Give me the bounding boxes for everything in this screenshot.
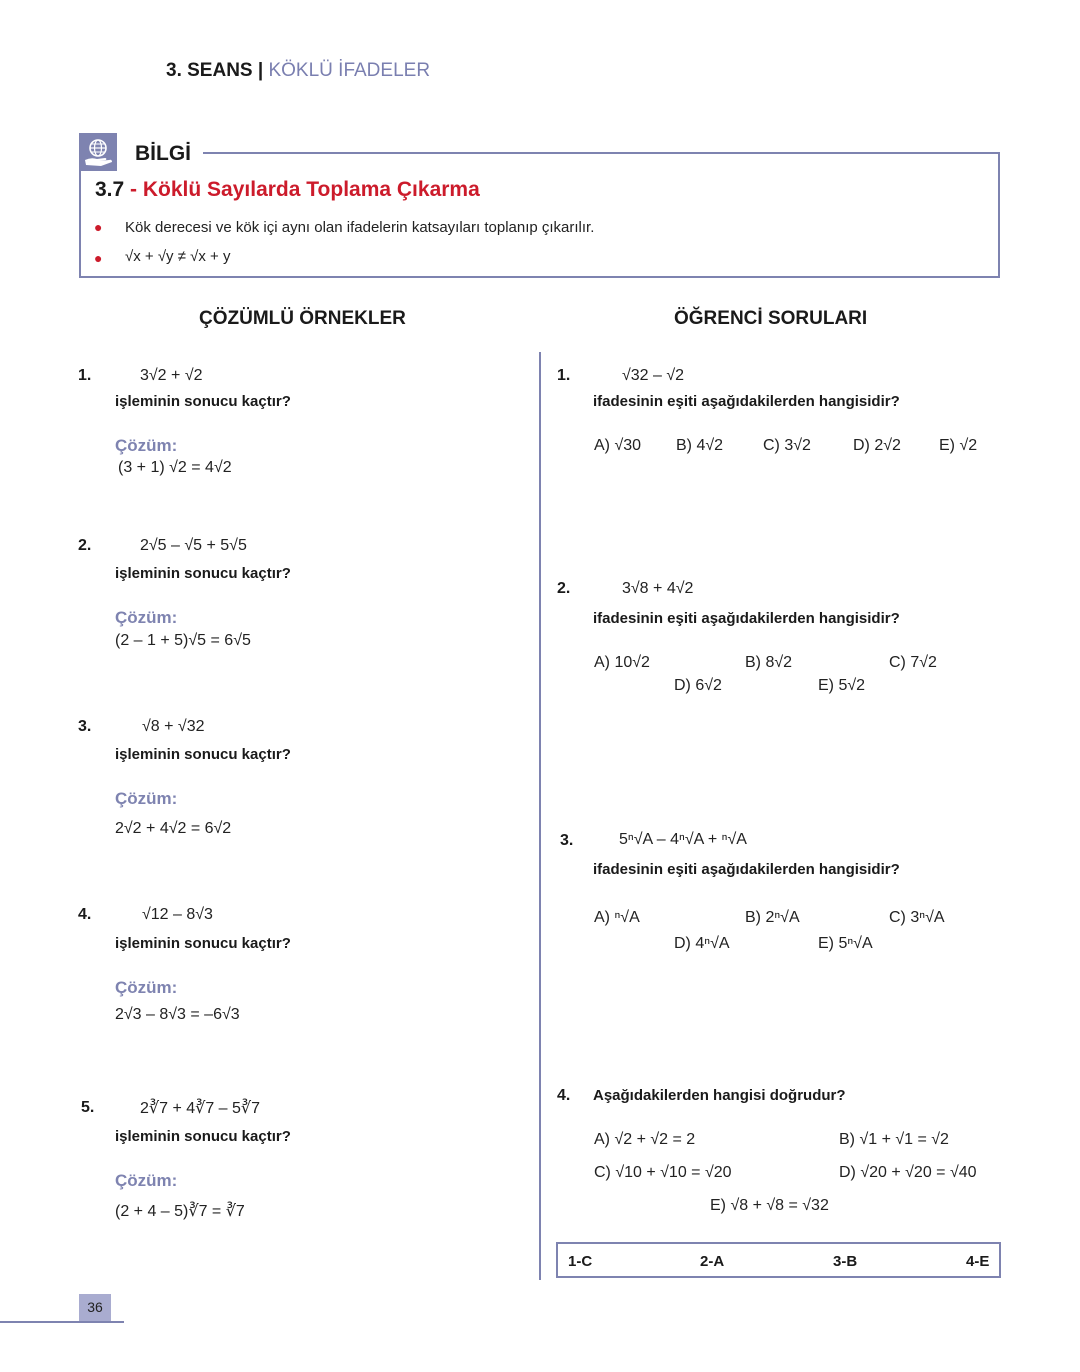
example-prompt: işleminin sonucu kaçtır? <box>115 746 291 763</box>
example-number: 4. <box>78 906 92 923</box>
question-prompt: ifadesinin eşiti aşağıdakilerden hangisidir? <box>593 861 900 878</box>
example-prompt: işleminin sonucu kaçtır? <box>115 393 291 410</box>
example-expression: √8 + √32 <box>142 718 205 735</box>
option-c[interactable]: C) 3√2 <box>763 437 811 454</box>
question-prompt: ifadesinin eşiti aşağıdakilerden hangisidir? <box>593 393 900 410</box>
example-expression: 2∛7 + 4∛7 – 5∛7 <box>140 1100 260 1117</box>
option-d[interactable]: D) 4ⁿ√A <box>674 935 730 952</box>
example-expression: √12 – 8√3 <box>142 906 213 923</box>
question-prompt: Aşağıdakilerden hangisi doğrudur? <box>593 1087 846 1104</box>
solution-text: 2√2 + 4√2 = 6√2 <box>115 820 232 837</box>
question-expression: 3√8 + 4√2 <box>622 580 694 597</box>
section-number: 3.7 <box>95 178 125 201</box>
example-prompt: işleminin sonucu kaçtır? <box>115 565 291 582</box>
question-number: 3. <box>560 832 574 849</box>
question-number: 2. <box>557 580 571 597</box>
option-d[interactable]: D) 2√2 <box>853 437 901 454</box>
option-a[interactable]: A) √2 + √2 = 2 <box>594 1131 696 1148</box>
example-number: 1. <box>78 367 92 384</box>
answer-1: 1-C <box>568 1253 593 1270</box>
option-b[interactable]: B) √1 + √1 = √2 <box>839 1131 949 1148</box>
question-expression: √32 – √2 <box>622 367 685 384</box>
option-a[interactable]: A) √30 <box>594 437 642 454</box>
question-expression: 5ⁿ√A – 4ⁿ√A + ⁿ√A <box>619 831 747 848</box>
option-a[interactable]: A) ⁿ√A <box>594 909 640 926</box>
example-number: 2. <box>78 537 92 554</box>
bullet-dot: ● <box>94 219 103 235</box>
option-d[interactable]: D) √20 + √20 = √40 <box>839 1164 977 1181</box>
answer-key-box <box>556 1242 1001 1278</box>
column-divider <box>539 352 541 1280</box>
section-title <box>95 178 480 202</box>
option-b[interactable]: B) 4√2 <box>676 437 724 454</box>
example-prompt: işleminin sonucu kaçtır? <box>115 1128 291 1145</box>
solution-label: Çözüm: <box>115 608 178 627</box>
option-b[interactable]: B) 8√2 <box>745 654 793 671</box>
globe-hand-icon <box>79 133 117 171</box>
option-e[interactable]: E) 5√2 <box>818 677 866 694</box>
student-questions-title: ÖĞRENCİ SORULARI <box>674 308 868 329</box>
example-expression: 2√5 – √5 + 5√5 <box>140 537 247 554</box>
solution-text: 2√3 – 8√3 = –6√3 <box>115 1006 240 1023</box>
solution-text: (2 + 4 – 5)∛7 = ∛7 <box>115 1203 245 1220</box>
topic-label: KÖKLÜ İFADELER <box>268 60 431 81</box>
option-e[interactable]: E) √8 + √8 = √32 <box>710 1197 829 1214</box>
section-title-text: - Köklü Sayılarda Toplama Çıkarma <box>130 178 480 201</box>
session-label: 3. SEANS <box>166 60 253 81</box>
question-prompt: ifadesinin eşiti aşağıdakilerden hangisidir? <box>593 610 900 627</box>
page-header <box>166 60 430 82</box>
solution-text: (2 – 1 + 5)√5 = 6√5 <box>115 632 251 649</box>
example-number: 5. <box>81 1099 95 1116</box>
bullet-dot: ● <box>94 250 103 266</box>
question-number: 4. <box>557 1087 571 1104</box>
page-number: 36 <box>87 1299 103 1315</box>
example-expression: 3√2 + √2 <box>140 367 203 384</box>
option-b[interactable]: B) 2ⁿ√A <box>745 909 800 926</box>
option-c[interactable]: C) √10 + √10 = √20 <box>594 1164 732 1181</box>
answer-4: 4-E <box>966 1253 990 1270</box>
option-a[interactable]: A) 10√2 <box>594 654 650 671</box>
question-number: 1. <box>557 367 571 384</box>
solved-examples-title: ÇÖZÜMLÜ ÖRNEKLER <box>199 308 406 329</box>
answer-2: 2-A <box>700 1253 725 1270</box>
answer-3: 3-B <box>833 1253 858 1270</box>
option-d[interactable]: D) 6√2 <box>674 677 722 694</box>
option-c[interactable]: C) 3ⁿ√A <box>889 909 945 926</box>
solution-label: Çözüm: <box>115 1171 178 1190</box>
option-e[interactable]: E) √2 <box>939 437 978 454</box>
header-separator: | <box>257 60 264 81</box>
solution-label: Çözüm: <box>115 789 178 808</box>
option-e[interactable]: E) 5ⁿ√A <box>818 935 873 952</box>
page-footer-line <box>0 1321 124 1323</box>
example-number: 3. <box>78 718 92 735</box>
solution-label: Çözüm: <box>115 436 178 455</box>
info-bullet-1: Kök derecesi ve kök içi aynı olan ifadelerin katsayıları toplanıp çıkarılır. <box>125 219 595 236</box>
info-bullet-2: √x + √y ≠ √x + y <box>125 248 231 265</box>
solution-text: (3 + 1) √2 = 4√2 <box>118 459 232 476</box>
example-prompt: işleminin sonucu kaçtır? <box>115 935 291 952</box>
solution-label: Çözüm: <box>115 978 178 997</box>
option-c[interactable]: C) 7√2 <box>889 654 937 671</box>
info-label: BİLGİ <box>135 142 191 165</box>
